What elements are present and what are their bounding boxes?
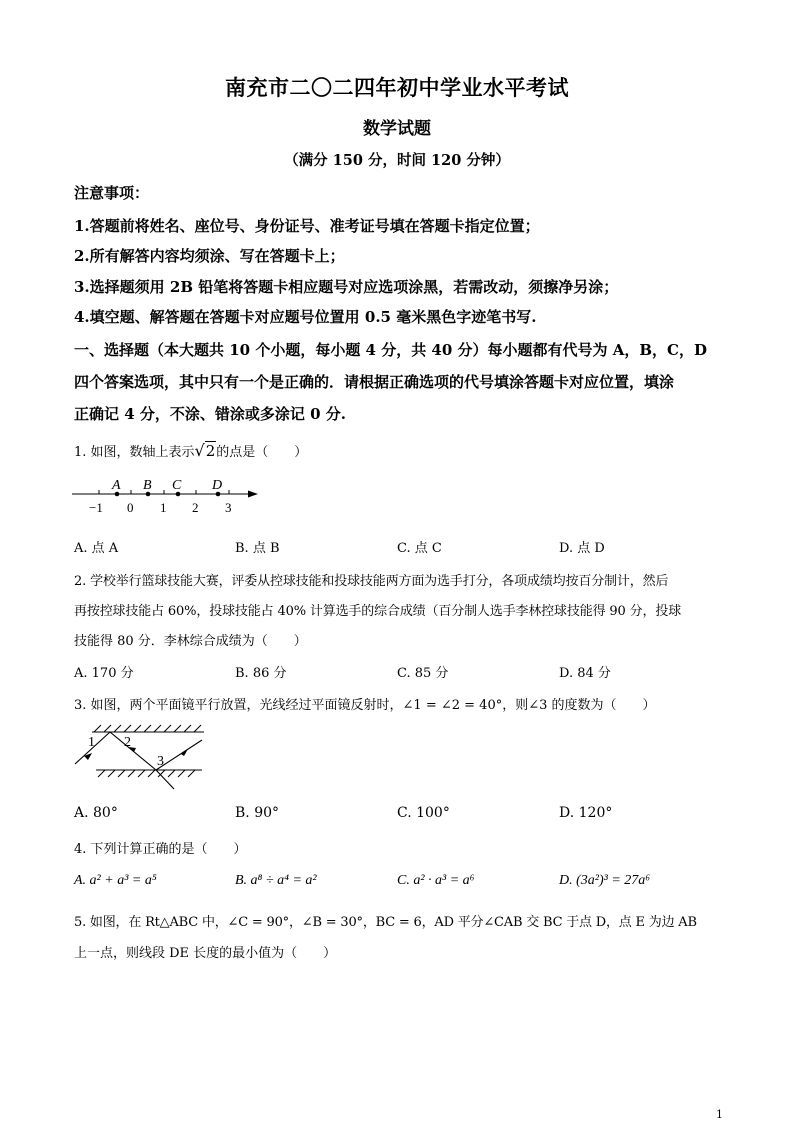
q1-option-c: C. 点 C — [397, 541, 442, 556]
tick-label: 1 — [160, 500, 167, 515]
point-d-label: D — [212, 478, 223, 493]
number-line-figure — [68, 474, 268, 520]
q2-line-3: 技能得 80 分．李林综合成绩为（ ） — [74, 634, 307, 649]
section-line-2: 四个答案选项，其中只有一个是正确的．请根据正确选项的代号填涂答题卡对应位置，填涂 — [74, 373, 675, 391]
notice-item-3: 3.选择题须用 2B 铅笔将答题卡相应题号对应选项涂黑，若需改动，须擦净另涂； — [74, 278, 619, 296]
q3-option-c: C. 100° — [397, 805, 450, 821]
angle-3-label: 3 — [157, 754, 164, 769]
q2-option-a: A. 170 分 — [74, 666, 134, 681]
angle-1-label: 1 — [88, 735, 95, 750]
bottom-mirror — [96, 770, 202, 777]
q3-stem: 3. 如图，两个平面镜平行放置，光线经过平面镜反射时，∠1 = ∠2 = 40°，则∠3 的度数为（ ） — [74, 698, 656, 713]
mirror-figure — [70, 722, 210, 792]
section-line-1: 一、选择题（本大题共 10 个小题，每小题 4 分，共 40 分）每小题都有代号为 A，B，C，D — [74, 341, 708, 359]
point-c-label: C — [172, 478, 182, 493]
q2-option-c: C. 85 分 — [397, 666, 449, 681]
q3-option-b: B. 90° — [235, 805, 280, 821]
top-mirror — [92, 725, 204, 732]
tick-label: 0 — [127, 500, 134, 515]
tick-label: 2 — [192, 500, 199, 515]
sqrt-radicand: 2 — [205, 442, 216, 460]
q3-option-d: D. 120° — [559, 805, 613, 821]
q4-stem: 4. 下列计算正确的是（ ） — [74, 842, 247, 857]
notice-item-2: 2.所有解答内容均须涂、写在答题卡上； — [74, 247, 345, 265]
q3-option-a: A. 80° — [74, 805, 118, 821]
q2-line-2: 再按控球技能占 60%，投球技能占 40% 计算选手的综合成绩（百分制人选手李林控球技能得 90 分，投球 — [74, 604, 682, 619]
q1-stem — [74, 441, 307, 460]
point-a-label: A — [112, 478, 121, 493]
q2-option-b: B. 86 分 — [235, 666, 287, 681]
q4-option-b: B. a⁸ ÷ a⁴ = a² — [235, 873, 317, 888]
exam-subtitle: 数学试题 — [363, 119, 431, 139]
q1-option-d: D. 点 D — [559, 541, 605, 556]
q1-option-b: B. 点 B — [235, 541, 280, 556]
tick-label: −1 — [89, 500, 103, 515]
q2-option-d: D. 84 分 — [559, 666, 611, 681]
q1-stem-after: 的点是（ ） — [216, 445, 308, 460]
sqrt-symbol: √ — [194, 441, 205, 460]
q5-line-1: 5. 如图，在 Rt△ABC 中，∠C = 90°，∠B = 30°，BC = 6，AD 平分∠CAB 交 BC 于点 D，点 E 为边 AB — [74, 915, 697, 930]
notice-item-4: 4.填空题、解答题在答题卡对应题号位置用 0.5 毫米黑色字迹笔书写. — [74, 308, 537, 326]
section-line-3: 正确记 4 分，不涂、错涂或多涂记 0 分. — [74, 405, 346, 423]
axis-arrow — [248, 491, 258, 498]
q2-line-1: 2. 学校举行篮球技能大赛，评委从控球技能和投球技能两方面为选手打分，各项成绩均按百分制计，然后 — [74, 574, 669, 589]
point-b-label: B — [143, 478, 152, 493]
q4-option-a: A. a² + a³ = a⁵ — [74, 873, 157, 888]
q4-option-c: C. a² · a³ = a⁶ — [397, 873, 475, 888]
exam-meta: （满分 150 分，时间 120 分钟） — [284, 152, 510, 169]
angle-2-label: 2 — [124, 735, 131, 750]
q4-option-d: D. (3a²)³ = 27a⁶ — [559, 873, 651, 888]
q1-stem-before: 1. 如图，数轴上表示 — [74, 445, 195, 460]
tick-label: 3 — [225, 500, 232, 515]
q1-option-a: A. 点 A — [74, 541, 119, 556]
exam-title: 南充市二〇二四年初中学业水平考试 — [225, 75, 569, 100]
notice-heading: 注意事项： — [74, 184, 150, 202]
page-number: 1 — [716, 1108, 723, 1121]
q5-line-2: 上一点，则线段 DE 长度的最小值为（ ） — [74, 946, 337, 961]
notice-item-1: 1.答题前将姓名、座位号、身份证号、准考证号填在答题卡指定位置； — [74, 217, 540, 235]
